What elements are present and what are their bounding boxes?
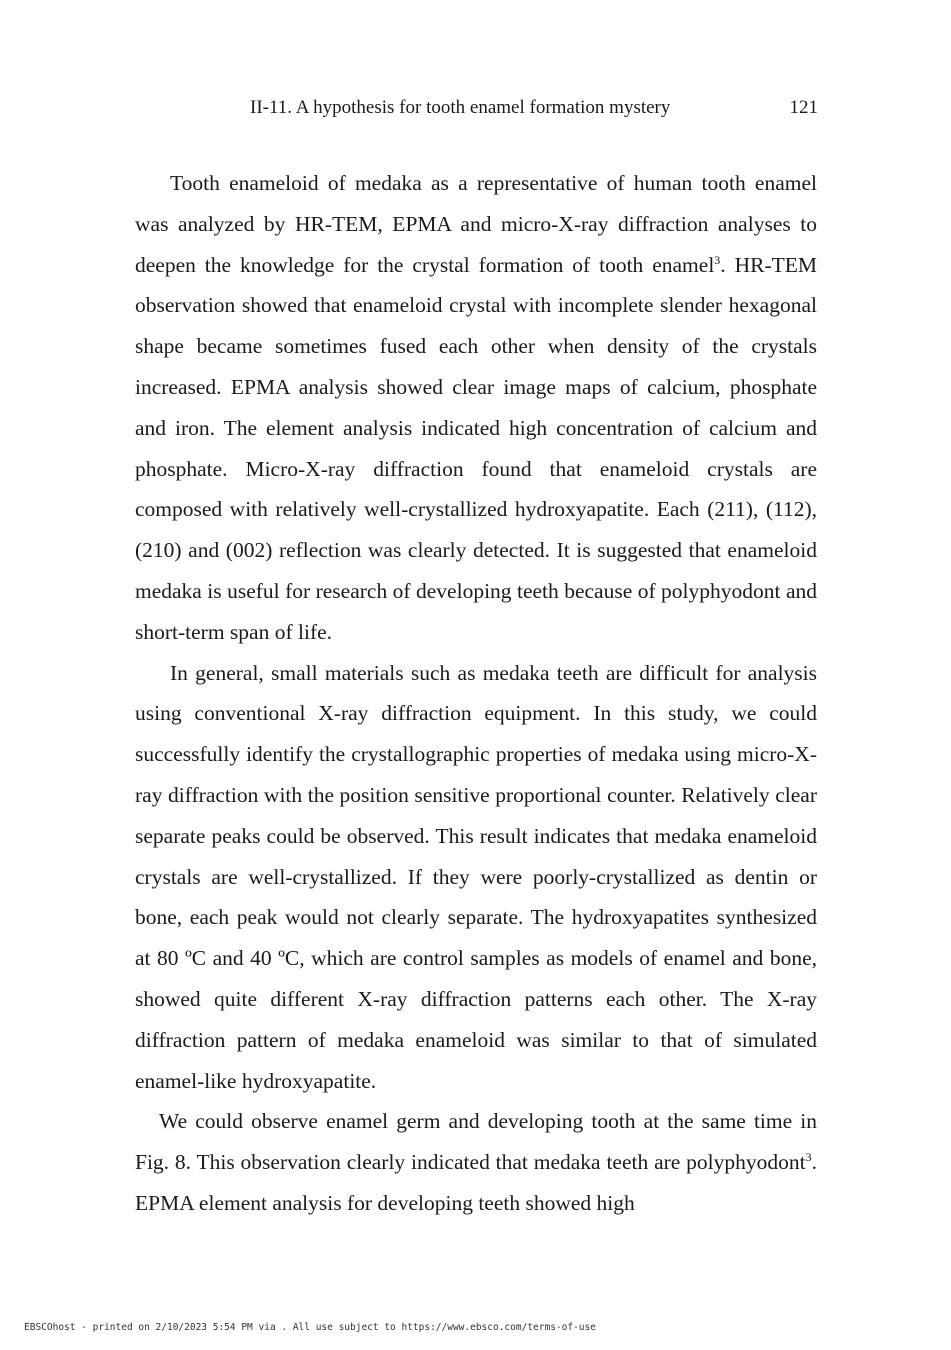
paragraph-2-text: In general, small materials such as medaka teeth are difficult for analysis using conventional X-ray diffraction equipment. In this study, we could successfully identify the crystallographic properties of medaka using micro-X-ray diffraction with the position sensitive proportional counter. Relatively clear separate peaks could be observed. This result indicates that medaka enameloid crystals are well-crystallized. If they were poorly-crystallized as dentin or bone, each peak would not clearly separate. The hydroxyapatites synthesized at 80 ºC and 40 ºC, which are control samples as models of enamel and bone, showed quite different X-ray diffraction patterns each other. The X-ray diffraction pattern of medaka enameloid was similar to that of simulated enamel-like hydroxyapatite. — [135, 660, 817, 1093]
page-number: 121 — [789, 97, 818, 118]
paragraph-3 — [135, 1101, 817, 1223]
paragraph-1-text-a: Tooth enameloid of medaka as a representative of human tooth enamel was analyzed by HR-TEM, EPMA and micro-X-ray diffraction analyses to deepen the knowledge for the crystal formation of tooth enamel — [135, 171, 817, 277]
running-title: II-11. A hypothesis for tooth enamel formation mystery — [250, 97, 671, 118]
body-text — [135, 163, 817, 1224]
paragraph-2 — [135, 653, 817, 1102]
paragraph-1-text-b: . HR-TEM observation showed that enameloid crystal with incomplete slender hexagonal shape became sometimes fused each other when density of the crystals increased. EPMA analysis showed clear image maps of calcium, phosphate and iron. The element analysis indicated high concentration of calcium and phosphate. Micro-X-ray diffraction found that enameloid crystals are composed with relatively well-crystallized hydroxyapatite. Each (211), (112), (210) and (002) reflection was clearly detected. It is suggested that enameloid medaka is useful for research of developing teeth because of polyphyodont and short-term span of life. — [135, 252, 817, 644]
citation-superscript: 3 — [805, 1150, 812, 1165]
print-footer: EBSCOhost - printed on 2/10/2023 5:54 PM via . All use subject to https://www.ebsco.com/terms-of-use — [24, 1322, 596, 1333]
paragraph-1 — [135, 163, 817, 653]
citation-superscript: 3 — [714, 252, 721, 267]
paragraph-3-text-b: . EPMA element analysis for developing teeth showed high — [135, 1150, 817, 1215]
paragraph-3-text-a: We could observe enamel germ and developing tooth at the same time in Fig. 8. This observation clearly indicated that medaka teeth are polyphyodont — [135, 1109, 817, 1175]
